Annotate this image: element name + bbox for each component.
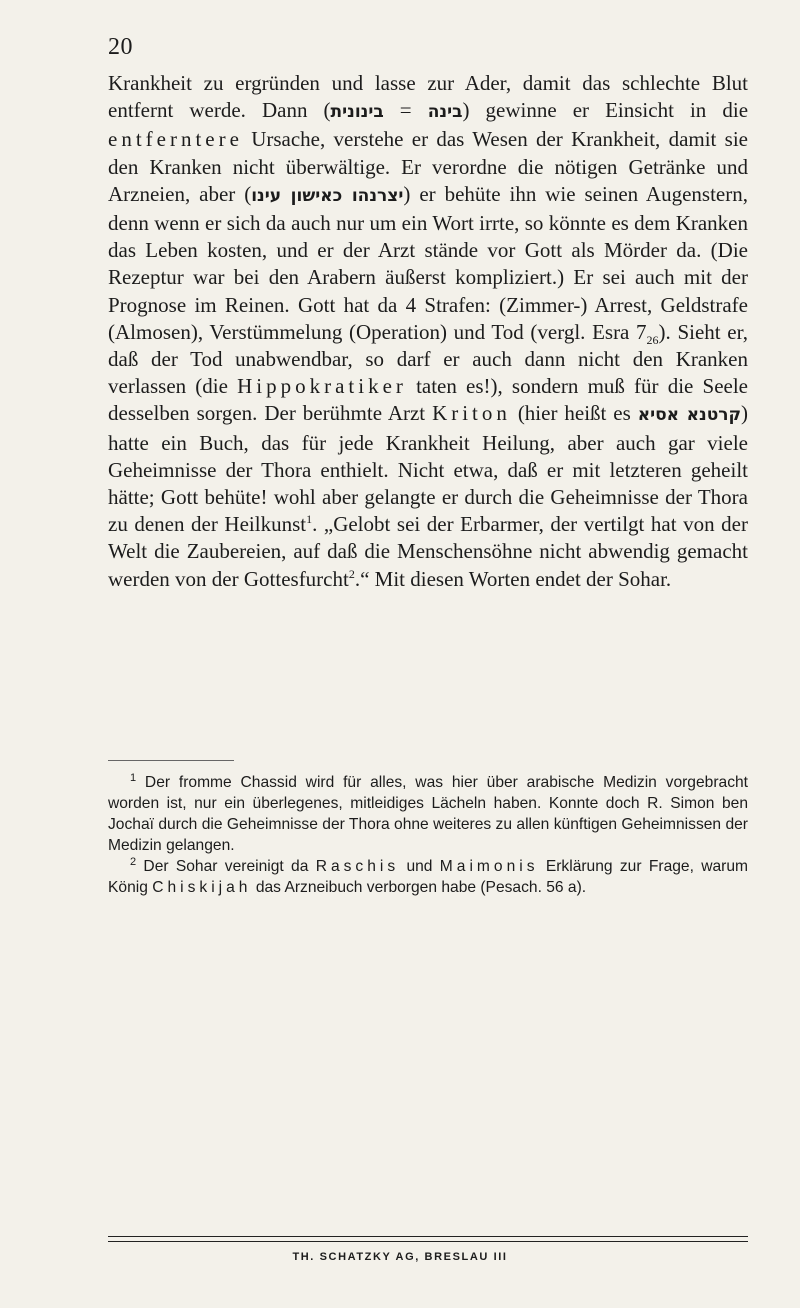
footnote-text: Der fromme Chassid wird für alles, was hier über arabische Medizin vorgebracht worden ist, nur ein überlegenes, mitleidiges Lächeln haben. Konnte doch R. Simon ben Jochaï durch die Geheimnisse der Thora ohne weiteres zu allen künftigen Geheimnissen der Medizin gelangen. [108, 774, 748, 854]
footnote-2 [108, 856, 748, 898]
text-run: Ursache, verstehe er das Wesen der Krankheit, damit sie den Kranken nicht überwältige. Er verordne die nötigen Getränke und Arzneien, aber ( [108, 127, 748, 206]
text-run: ) er behüte ihn wie seinen Augenstern, denn wenn er sich da auch nur um ein Wort irrte, so könnte es dem Kranken das Leben kosten, und er der Arzt stände vor Gott als Mörder da. (Die Rezeptur war bei den Arabern äußerst kompliziert.) Er sei auch mit der Prognose im Reinen. Gott hat da 4 Strafen: (Zimmer-) Arrest, Geldstrafe (Almosen), Verstümmelung (Operation) und Tod (vergl. Esra 7 [108, 181, 748, 344]
spaced-word: entferntere [108, 127, 243, 152]
footnote-1 [108, 772, 748, 856]
text-run: = [383, 98, 428, 123]
spaced-word: Chiskijah [152, 879, 252, 896]
footnote-text: Erklärung zur Frage, warum König [108, 858, 749, 896]
hebrew-term: בינונית [330, 102, 384, 123]
printer-imprint: TH. SCHATZKY AG, BRESLAU III [292, 1251, 508, 1263]
hebrew-term: בינה [427, 102, 463, 123]
footnote-marker: 1 [130, 771, 137, 784]
spaced-word: Raschis [315, 858, 400, 875]
footnote-ref: 1 [306, 512, 313, 527]
text-run: ). Sieht er, daß der Tod unabwendbar, so darf er auch dann nicht den Kranken verlassen (die [108, 319, 748, 399]
footnote-divider [108, 760, 234, 761]
text-run: ) gewinne er Einsicht in die [462, 98, 749, 123]
hebrew-term: יצרנהו כאישון עינו [251, 185, 404, 206]
text-run: ) hatte ein Buch, das für jede Krankheit Heilung, aber auch gar viele Geheimnisse der Thora enthielt. Nicht etwa, daß er mit letzteren geheilt hätte; Gott behüte! wohl aber gelangte er durch die Geheimnisse der Thora zu denen der Heilkunst [108, 401, 749, 537]
text-run: Krankheit zu ergründen und lasse zur Ader, damit das schlechte Blut entfernt werde. Dann ( [108, 71, 748, 123]
footnote-text: Der Sohar vereinigt da [136, 858, 316, 875]
text-run: . „Gelobt sei der Erbarmer, der vertilgt hat von der Welt die Zaubereien, auf daß die Menschensöhne nicht abwendig gemacht werden von der Gottesfurcht [108, 512, 748, 591]
footnotes [108, 772, 748, 898]
spaced-word: Maimonis [439, 858, 539, 875]
text-run: .“ Mit diesen Worten endet der Sohar. [354, 566, 672, 591]
page-number: 20 [108, 34, 133, 60]
text-run: taten es!), sondern muß für die Seele desselben sorgen. Der berühmte Arzt [108, 374, 748, 426]
footnote-ref: 2 [348, 566, 355, 581]
verse-subscript: 26 [646, 333, 659, 348]
footnote-text: das Arzneibuch verborgen habe (Pesach. 56 a). [251, 879, 587, 896]
hebrew-term: קרטנא אסיא [637, 405, 742, 426]
footnote-marker: 2 [130, 855, 137, 868]
bottom-double-rule [108, 1236, 748, 1242]
body-paragraph [108, 70, 748, 593]
footnote-text: und [399, 858, 440, 875]
spaced-word: Kriton [432, 401, 511, 426]
text-run: (hier heißt es [510, 401, 638, 426]
spaced-word: Hippokratiker [237, 374, 407, 399]
main-text [108, 70, 748, 593]
